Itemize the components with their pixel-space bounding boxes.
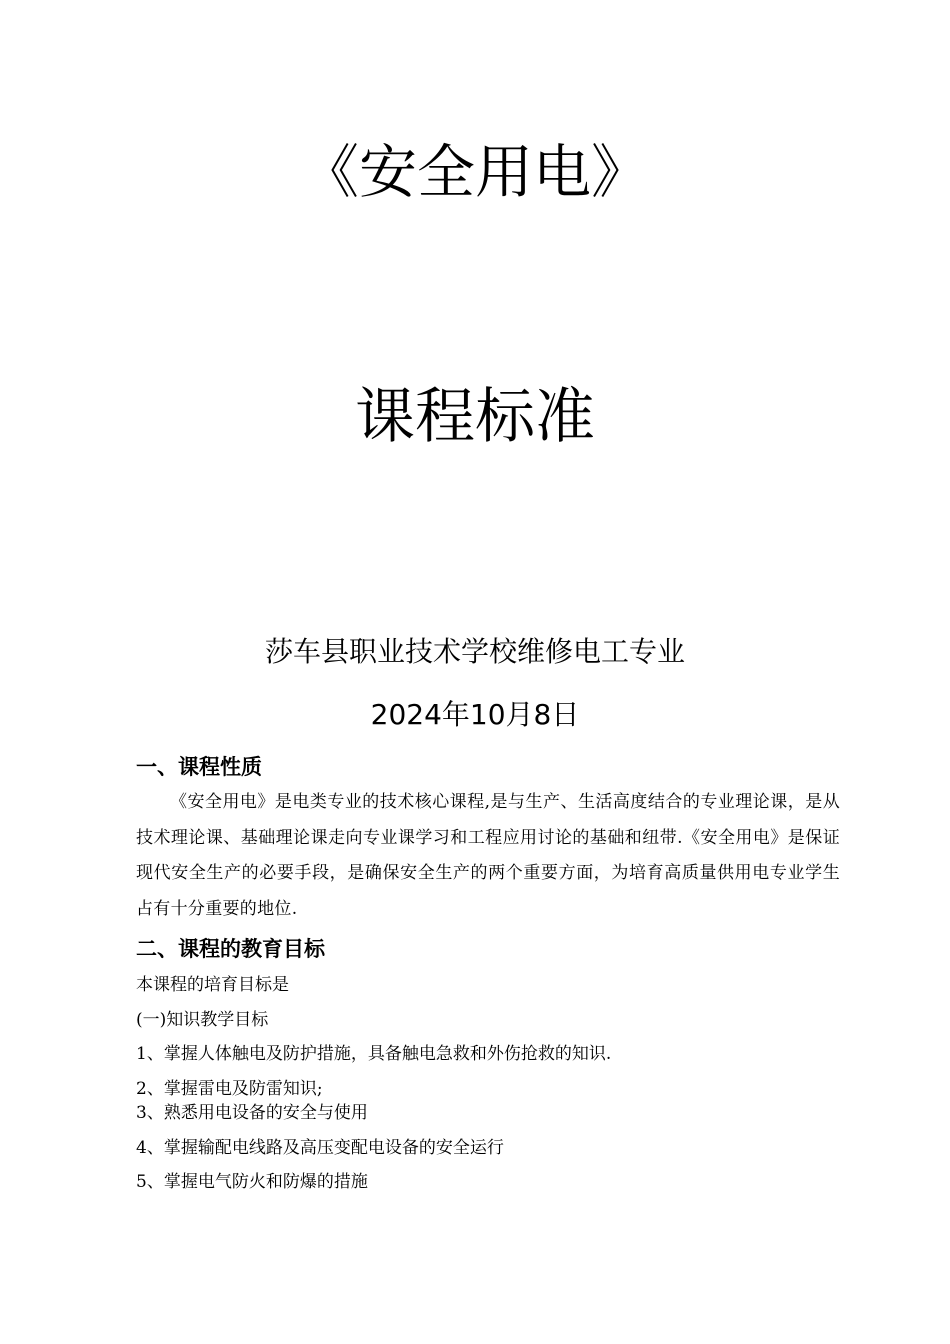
document-title: 《安全用电》 [300,138,649,206]
goal-item-3: 3、熟悉用电设备的安全与使用 [136,1103,368,1123]
document-date: 2024年10月8日 [370,698,580,731]
goal-item-4: 4、掌握输配电线路及高压变配电设备的安全运行 [136,1138,504,1158]
knowledge-goals-subheading: (一)知识教学目标 [136,1010,269,1030]
section-heading-education-goals: 二、课程的教育目标 [136,937,325,961]
goal-item-5: 5、掌握电气防火和防爆的措施 [136,1172,368,1192]
document-subtitle: 课程标准 [355,382,595,452]
education-goals-intro: 本课程的培育目标是 [136,975,289,995]
goal-item-2: 2、掌握雷电及防雷知识; [136,1079,323,1099]
organization-name: 莎车县职业技术学校维修电工专业 [264,635,685,668]
goal-item-1: 1、掌握人体触电及防护措施，具备触电急救和外伤抢救的知识. [136,1044,612,1064]
course-nature-paragraph: 《安全用电》是电类专业的技术核心课程,是与生产、生活高度结合的专业理论课，是从技术理论课、基础理论课走向专业课学习和工程应用讨论的基础和纽带.《安全用电》是保证现代安全生产的必要手段，是确保安全生产的两个重要方面，为培育高质量供用电专业学生占有十分重要的地位. [136,792,840,919]
section-heading-course-nature: 一、课程性质 [136,755,262,779]
